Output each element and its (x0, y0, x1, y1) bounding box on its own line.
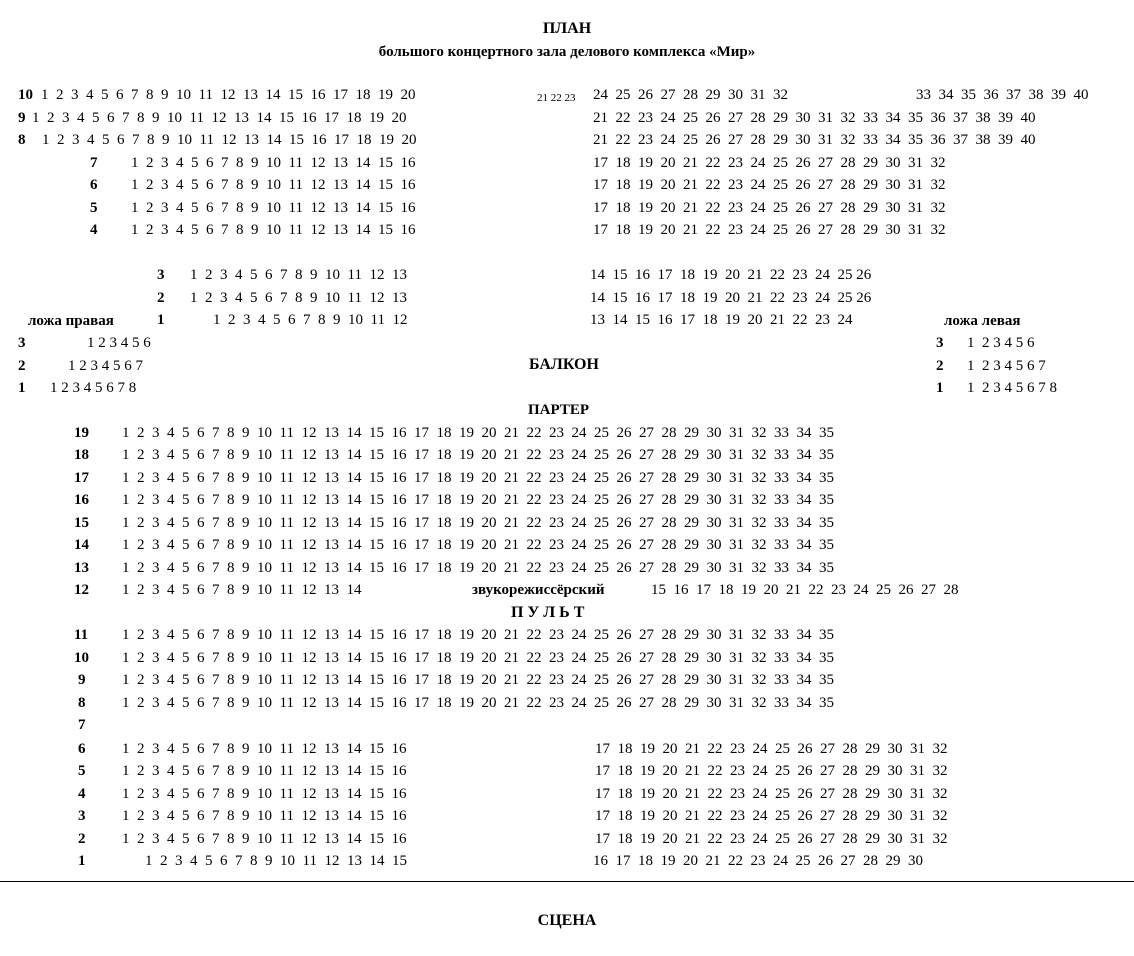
seats-left[interactable]: 1 2 3 4 5 6 7 8 9 10 11 12 13 14 15 16 (122, 741, 407, 757)
seats-left[interactable]: 1 2 3 4 5 6 7 8 9 10 11 12 13 14 (122, 582, 362, 598)
page-subtitle: большого концертного зала делового комплекса «Мир» (378, 44, 756, 60)
row-number: 1 (157, 312, 165, 328)
stage-divider (0, 881, 1134, 882)
seats-right[interactable]: 14 15 16 17 18 19 20 21 22 23 24 25 26 (590, 267, 872, 283)
seats-left[interactable]: 1 2 3 4 5 6 7 8 9 10 11 12 13 14 15 16 (122, 786, 407, 802)
box-left-label: ложа левая (944, 313, 1021, 329)
box-right-label: ложа правая (28, 313, 114, 329)
box-seats[interactable]: 1 2 3 4 5 6 (967, 335, 1035, 351)
seats[interactable]: 1 2 3 4 5 6 7 8 9 10 11 12 13 14 15 16 17 18 19 20 21 22 23 24 25 26 27 28 29 30 31 32 33 34 35 (122, 447, 834, 463)
seats-right[interactable]: 17 18 19 20 21 22 23 24 25 26 27 28 29 30 31 32 (595, 786, 948, 802)
seats-right[interactable]: 21 22 23 24 25 26 27 28 29 30 31 32 33 34 35 36 37 38 39 40 (593, 110, 1036, 126)
row-number: 10 (74, 650, 89, 666)
page-title: ПЛАН (542, 20, 592, 37)
row-number: 14 (74, 537, 89, 553)
balcony-label: БАЛКОН (529, 356, 599, 373)
row-number: 13 (74, 560, 89, 576)
row-number: 8 (78, 695, 86, 711)
seats-right[interactable]: 17 18 19 20 21 22 23 24 25 26 27 28 29 30 31 32 (593, 200, 946, 216)
row-number: 9 (18, 110, 26, 126)
seats-left[interactable]: 1 2 3 4 5 6 7 8 9 10 11 12 13 14 15 16 17 18 19 20 (42, 132, 417, 148)
seats-left[interactable]: 1 2 3 4 5 6 7 8 9 10 11 12 13 14 15 (145, 853, 407, 869)
seats[interactable]: 1 2 3 4 5 6 7 8 9 10 11 12 13 14 15 16 17 18 19 20 21 22 23 24 25 26 27 28 29 30 31 32 33 34 35 (122, 627, 834, 643)
box-seats[interactable]: 1 2 3 4 5 6 7 (68, 358, 143, 374)
seats-far-right[interactable]: 33 34 35 36 37 38 39 40 (916, 87, 1089, 103)
seats[interactable]: 1 2 3 4 5 6 7 8 9 10 11 12 13 14 15 16 17 18 19 20 21 22 23 24 25 26 27 28 29 30 31 32 33 34 35 (122, 560, 834, 576)
stage-label: СЦЕНА (537, 912, 597, 929)
seats-right[interactable]: 14 15 16 17 18 19 20 21 22 23 24 25 26 (590, 290, 872, 306)
console-label: П У Л Ь Т (511, 604, 585, 621)
seats-left[interactable]: 1 2 3 4 5 6 7 8 9 10 11 12 13 14 15 16 (131, 177, 416, 193)
parterre-label: ПАРТЕР (528, 402, 590, 418)
row-number: 4 (90, 222, 98, 238)
seats-left[interactable]: 1 2 3 4 5 6 7 8 9 10 11 12 13 14 15 16 (122, 831, 407, 847)
row-number: 12 (74, 582, 89, 598)
row-number: 3 (936, 335, 944, 351)
row-number: 8 (18, 132, 26, 148)
seats-left[interactable]: 1 2 3 4 5 6 7 8 9 10 11 12 13 (190, 290, 407, 306)
seats-left[interactable]: 1 2 3 4 5 6 7 8 9 10 11 12 13 14 15 16 (122, 808, 407, 824)
sound-console-label: звукорежиссёрский (472, 582, 605, 598)
row-number: 5 (78, 763, 86, 779)
seats-right[interactable]: 17 18 19 20 21 22 23 24 25 26 27 28 29 30 31 32 (595, 831, 948, 847)
seats-right[interactable]: 17 18 19 20 21 22 23 24 25 26 27 28 29 30 31 32 (593, 155, 946, 171)
seats[interactable]: 1 2 3 4 5 6 7 8 9 10 11 12 13 14 15 16 17 18 19 20 21 22 23 24 25 26 27 28 29 30 31 32 33 34 35 (122, 425, 834, 441)
row-number: 16 (74, 492, 89, 508)
seats[interactable]: 1 2 3 4 5 6 7 8 9 10 11 12 13 14 15 16 17 18 19 20 21 22 23 24 25 26 27 28 29 30 31 32 33 34 35 (122, 470, 834, 486)
seats-left[interactable]: 1 2 3 4 5 6 7 8 9 10 11 12 (213, 312, 408, 328)
seats-right[interactable]: 17 18 19 20 21 22 23 24 25 26 27 28 29 30 31 32 (593, 177, 946, 193)
row-number: 15 (74, 515, 89, 531)
seats-right[interactable]: 17 18 19 20 21 22 23 24 25 26 27 28 29 30 31 32 (595, 741, 948, 757)
seats-left[interactable]: 1 2 3 4 5 6 7 8 9 10 11 12 13 14 15 16 (131, 200, 416, 216)
row-number: 1 (936, 380, 944, 396)
seats-right[interactable]: 13 14 15 16 17 18 19 20 21 22 23 24 (590, 312, 853, 328)
seats[interactable]: 1 2 3 4 5 6 7 8 9 10 11 12 13 14 15 16 17 18 19 20 21 22 23 24 25 26 27 28 29 30 31 32 33 34 35 (122, 492, 834, 508)
row-number: 7 (78, 717, 86, 733)
row-number: 19 (74, 425, 89, 441)
seats-left[interactable]: 1 2 3 4 5 6 7 8 9 10 11 12 13 (190, 267, 407, 283)
seats-left[interactable]: 1 2 3 4 5 6 7 8 9 10 11 12 13 14 15 16 (122, 763, 407, 779)
seats-right[interactable]: 17 18 19 20 21 22 23 24 25 26 27 28 29 30 31 32 (595, 808, 948, 824)
seats-right[interactable]: 17 18 19 20 21 22 23 24 25 26 27 28 29 30 31 32 (593, 222, 946, 238)
box-seats[interactable]: 1 2 3 4 5 6 7 8 (967, 380, 1057, 396)
row-number: 2 (936, 358, 944, 374)
seats-right[interactable]: 21 22 23 24 25 26 27 28 29 30 31 32 33 34 35 36 37 38 39 40 (593, 132, 1036, 148)
row-number: 3 (157, 267, 165, 283)
seats-right[interactable]: 15 16 17 18 19 20 21 22 23 24 25 26 27 28 (651, 582, 959, 598)
seats[interactable]: 1 2 3 4 5 6 7 8 9 10 11 12 13 14 15 16 17 18 19 20 21 22 23 24 25 26 27 28 29 30 31 32 33 34 35 (122, 672, 834, 688)
row-number: 3 (78, 808, 86, 824)
row-number: 6 (90, 177, 98, 193)
seats-right[interactable]: 16 17 18 19 20 21 22 23 24 25 26 27 28 29 30 (593, 853, 923, 869)
seats-left[interactable]: 1 2 3 4 5 6 7 8 9 10 11 12 13 14 15 16 (131, 155, 416, 171)
seats-left[interactable]: 1 2 3 4 5 6 7 8 9 10 11 12 13 14 15 16 (131, 222, 416, 238)
row-number: 1 (78, 853, 86, 869)
seats-right[interactable]: 17 18 19 20 21 22 23 24 25 26 27 28 29 30 31 32 (595, 763, 948, 779)
box-seats[interactable]: 1 2 3 4 5 6 (87, 335, 151, 351)
row-number: 5 (90, 200, 98, 216)
row-number: 9 (78, 672, 86, 688)
row-number: 11 (74, 627, 89, 643)
row-number: 2 (78, 831, 86, 847)
seats[interactable]: 1 2 3 4 5 6 7 8 9 10 11 12 13 14 15 16 17 18 19 20 21 22 23 24 25 26 27 28 29 30 31 32 33 34 35 (122, 515, 834, 531)
row-number: 2 (18, 358, 26, 374)
seats[interactable]: 1 2 3 4 5 6 7 8 9 10 11 12 13 14 15 16 17 18 19 20 21 22 23 24 25 26 27 28 29 30 31 32 33 34 35 (122, 650, 834, 666)
seats-left[interactable]: 1 2 3 4 5 6 7 8 9 10 11 12 13 14 15 16 17 18 19 20 (41, 87, 416, 103)
box-seats[interactable]: 1 2 3 4 5 6 7 8 (50, 380, 137, 396)
seats[interactable]: 1 2 3 4 5 6 7 8 9 10 11 12 13 14 15 16 17 18 19 20 21 22 23 24 25 26 27 28 29 30 31 32 33 34 35 (122, 695, 834, 711)
row-number: 3 (18, 335, 26, 351)
row-number: 2 (157, 290, 165, 306)
seats-left[interactable]: 1 2 3 4 5 6 7 8 9 10 11 12 13 14 15 16 17 18 19 20 (32, 110, 407, 126)
seats-right[interactable]: 24 25 26 27 28 29 30 31 32 (593, 87, 788, 103)
row-number: 10 (18, 87, 33, 103)
row-number: 6 (78, 741, 86, 757)
box-seats[interactable]: 1 2 3 4 5 6 7 (967, 358, 1046, 374)
seats-middle[interactable]: 21 22 23 (537, 92, 576, 104)
row-number: 7 (90, 155, 98, 171)
row-number: 18 (74, 447, 89, 463)
row-number: 1 (18, 380, 26, 396)
seats[interactable]: 1 2 3 4 5 6 7 8 9 10 11 12 13 14 15 16 17 18 19 20 21 22 23 24 25 26 27 28 29 30 31 32 33 34 35 (122, 537, 834, 553)
row-number: 17 (74, 470, 89, 486)
row-number: 4 (78, 786, 86, 802)
